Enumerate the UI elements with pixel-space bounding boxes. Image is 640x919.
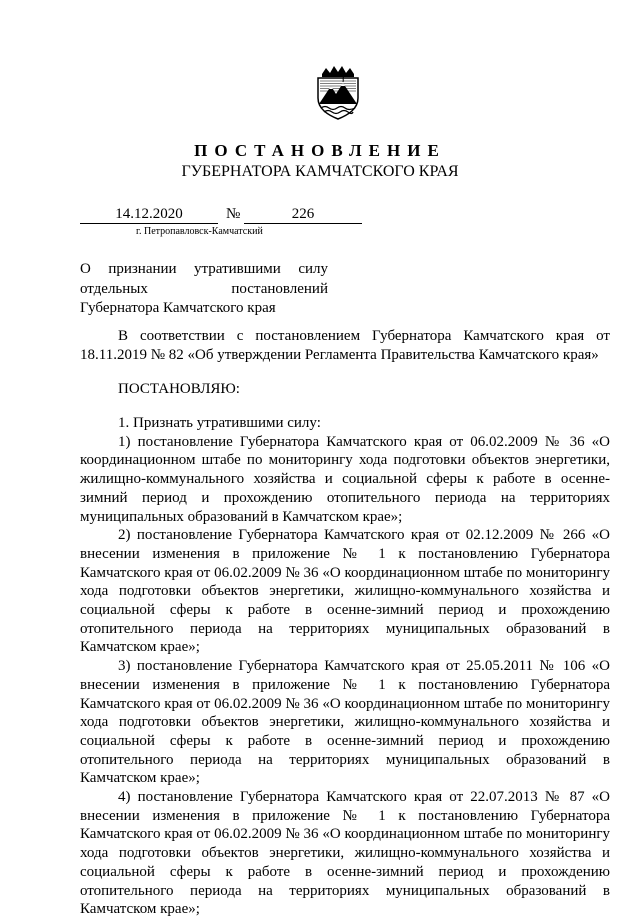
document-type-title: ПОСТАНОВЛЕНИЕ (194, 141, 446, 160)
preamble-section (80, 327, 610, 364)
clause-item: 1) постановление Губернатора Камчатского края от 06.02.2009 № 36 «О координационном штабе по мониторингу хода подготовки объектов энергетики, жилищно-коммунального хозяйства и социальной сферы к работе в осенне-зимний период и прохождению отопительного периода на территориях муниципальных образований в Камчатском крае»; (80, 433, 610, 525)
clause-heading: 1. Признать утратившими силу: (118, 415, 321, 431)
clause-item: 2) постановление Губернатора Камчатского края от 02.12.2009 № 266 «О внесении изменения в приложение № 1 к постановлению Губернатора Камчатского края от 06.02.2009 № 36 «О координационном штабе по мониторингу хода подготовки объектов энергетики, жилищно-коммунального хозяйства и социальной сферы к работе в осенне-зимний период и прохождению отопительного периода на территориях муниципальных образований в Камчатском крае»; (80, 527, 610, 656)
document-number: 226 (244, 205, 362, 224)
document-subject: О признании утратившими силу отдельных постановлений Губернатора Камчатского края (80, 261, 328, 316)
number-sign: № (226, 206, 241, 222)
issuer-title: ГУБЕРНАТОРА КАМЧАТСКОГО КРАЯ (181, 163, 459, 180)
kamchatka-coat-of-arms-icon (312, 64, 364, 120)
place-of-issue: г. Петропавловск-Камчатский (136, 226, 263, 237)
clause-item: 3) постановление Губернатора Камчатского края от 25.05.2011 № 106 «О внесении изменения в приложение № 1 к постановлению Губернатора Камчатского края от 06.02.2009 № 36 «О координационном штабе по мониторингу хода подготовки объектов энергетики, жилищно-коммунального хозяйства и социальной сферы к работе в осенне-зимний период и прохождению отопительного периода на территориях муниципальных образований в Камчатском крае»; (80, 658, 610, 787)
decree-word: ПОСТАНОВЛЯЮ: (118, 381, 240, 397)
clause-item: 4) постановление Губернатора Камчатского края от 22.07.2013 № 87 «О внесении изменения в приложение № 1 к постановлению Губернатора Камчатского края от 06.02.2009 № 36 «О координационном штабе по мониторингу хода подготовки объектов энергетики, жилищно-коммунального хозяйства и социальной сферы к работе в осенне-зимний период и прохождению отопительного периода на территориях муниципальных образований в Камчатском крае»; (80, 789, 610, 918)
clauses-section (80, 414, 610, 919)
preamble-paragraph: В соответствии с постановлением Губернатора Камчатского края от 18.11.2019 № 82 «Об утверждении Регламента Правительства Камчатского края» (80, 328, 610, 363)
document-date: 14.12.2020 (80, 205, 218, 224)
